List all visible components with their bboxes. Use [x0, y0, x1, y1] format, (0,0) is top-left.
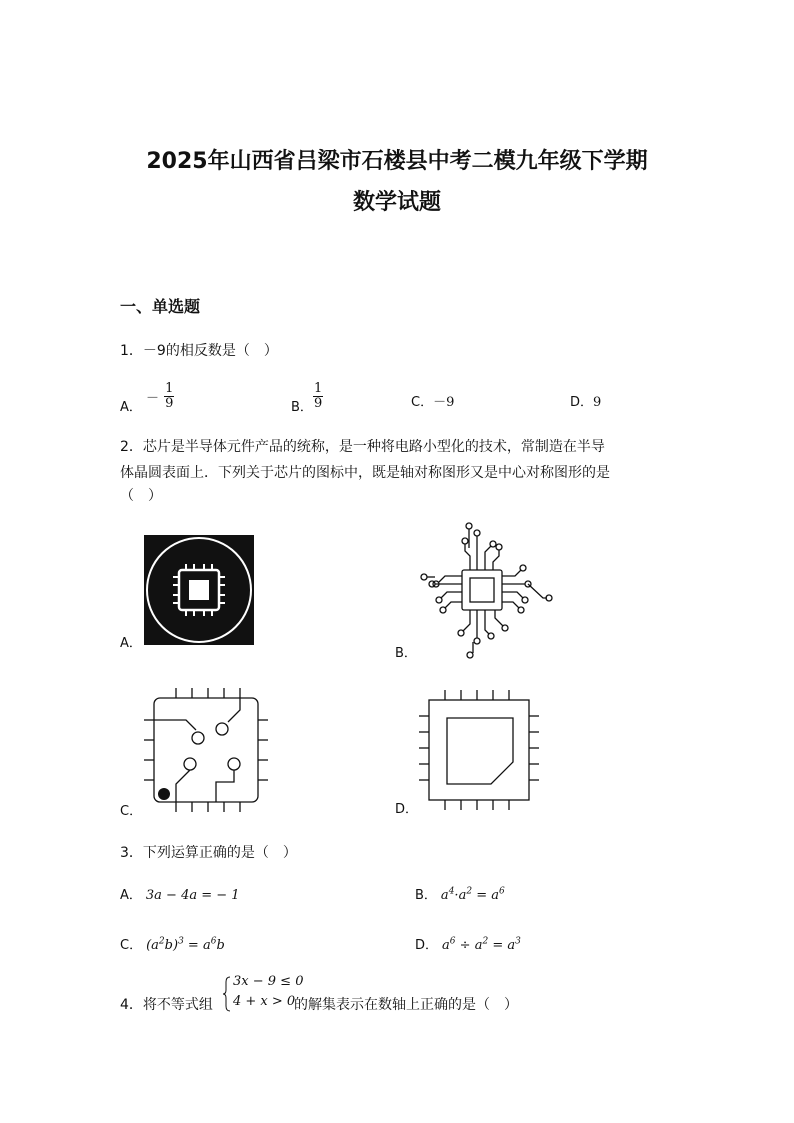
q1-a-sign: －: [146, 391, 160, 406]
q3-option-c: [120, 934, 225, 953]
q1-option-a-label: A．: [120, 400, 142, 415]
q4-inequality-line1: 3x − 9 ≤ 0: [233, 974, 304, 989]
q1-option-d-label: D．: [570, 395, 594, 410]
document-title-line1: 2025年山西省吕梁市石楼县中考二模九年级下学期: [146, 149, 648, 174]
q3-option-a-label: A．: [120, 888, 142, 903]
q1-option-d: [570, 391, 601, 410]
q2-option-b-label: B．: [395, 646, 417, 661]
q2-option-a-label: A．: [120, 636, 142, 651]
chip-icon-c: [142, 686, 274, 814]
question-4-stem-before: 4．将不等式组: [120, 997, 213, 1013]
chip-icon-b: [415, 522, 555, 660]
q1-b-denominator: 9: [314, 396, 323, 411]
question-1-stem: 1．－9的相反数是（ ）: [120, 343, 278, 359]
q1-option-d-value: 9: [593, 395, 602, 410]
q4-inequality-line2: 4 + x > 0: [233, 994, 296, 1009]
question-3-stem: 3．下列运算正确的是（ ）: [120, 845, 297, 861]
q3-option-b-expr: $a^4\cdot a^2 = a^6$: [440, 886, 505, 903]
question-2-stem-line1: 2．芯片是半导体元件产品的统称，是一种将电路小型化的技术，常制造在半导: [120, 439, 605, 455]
chip-icon-d: [415, 686, 545, 812]
section-heading: 一、单选题: [120, 297, 201, 316]
brace-icon: [223, 976, 231, 1012]
q3-option-c-expr: $(a^2b)^3 = a^6b$: [146, 936, 225, 953]
q2-option-c-label: C．: [120, 804, 143, 819]
question-4-stem-after: 的解集表示在数轴上正确的是（ ）: [294, 997, 518, 1013]
q3-option-a-expr: 3a − 4a = − 1: [145, 888, 240, 903]
q3-option-c-label: C．: [120, 938, 143, 953]
question-2-stem-line2: 体晶圆表面上．下列关于芯片的图标中，既是轴对称图形又是中心对称图形的是: [120, 465, 610, 481]
q3-option-b-label: B．: [415, 888, 437, 903]
q3-option-b: [415, 884, 505, 903]
q3-option-a: [120, 884, 240, 903]
q2-option-d-label: D．: [395, 802, 419, 817]
q1-option-a-value: [146, 382, 174, 411]
q4-inequality-system: [223, 974, 304, 1014]
q1-a-numerator: 1: [165, 381, 174, 396]
q1-a-fraction: [164, 382, 174, 411]
q1-option-c: [411, 391, 454, 410]
question-2-stem-line3: （ ）: [120, 488, 162, 504]
q1-option-c-value: －9: [433, 395, 455, 410]
q1-a-denominator: 9: [165, 396, 174, 411]
chip-icon-a: [144, 535, 254, 645]
q3-option-d-label: D．: [415, 938, 439, 953]
document-title-line2: 数学试题: [352, 190, 441, 215]
q3-option-d: [415, 934, 521, 953]
q1-option-c-label: C．: [411, 395, 434, 410]
q1-b-fraction: [313, 382, 323, 411]
q1-option-b-label: B．: [291, 400, 313, 415]
q1-option-b-value: [313, 382, 323, 411]
q1-b-numerator: 1: [314, 381, 323, 396]
q3-option-d-expr: $a^6 \div a^2 = a^3$: [442, 936, 521, 953]
